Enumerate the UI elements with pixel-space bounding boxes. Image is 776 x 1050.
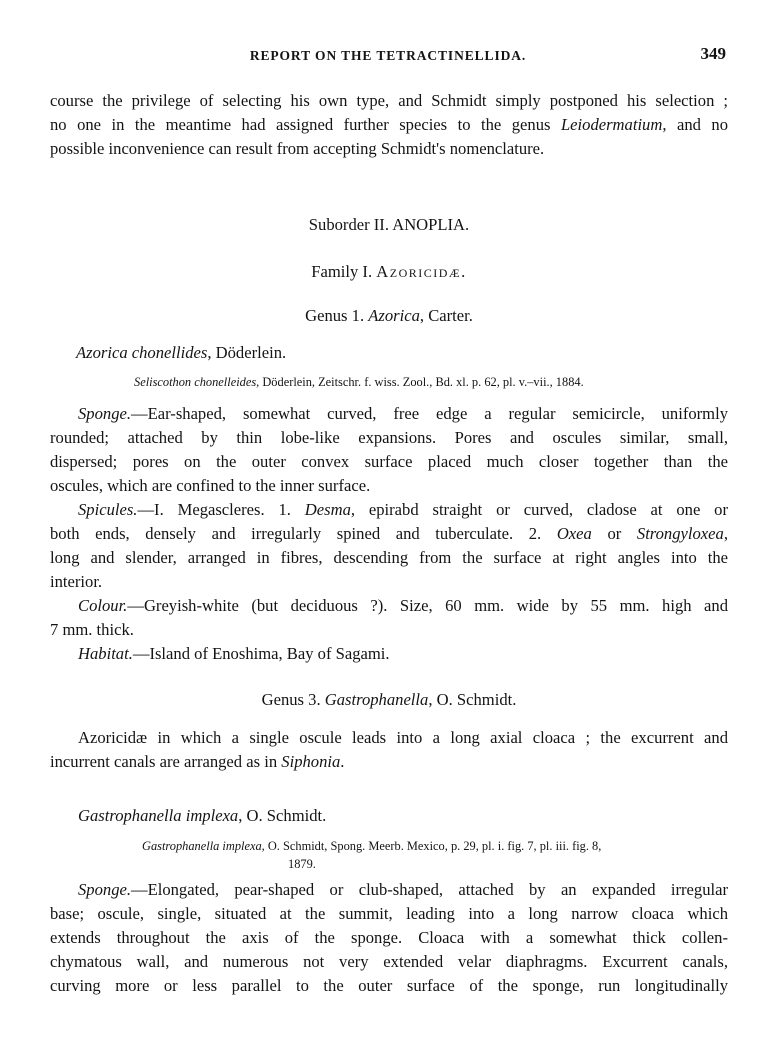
sponge1-line-1-text: —Ear-shaped, somewhat curved, free edge a regular semicircle, uniformly	[131, 404, 728, 423]
species1-reference-line	[134, 375, 584, 389]
sponge1-line-1	[50, 402, 728, 426]
genus1-line	[50, 304, 728, 328]
intro-line-2-before: no one in the meantime had assigned further species to the genus	[50, 115, 561, 134]
sponge1-label: Sponge.	[78, 404, 131, 423]
genus3-prefix: Genus 3.	[261, 690, 325, 709]
intro-line-1: course the privilege of selecting his own type, and Schmidt simply postponed his selection ;	[50, 91, 728, 110]
sponge2-line-5: curving more or less parallel to the outer surface of the sponge, run longitudinally	[50, 976, 728, 995]
species1-name: Azorica chonellides	[76, 343, 208, 362]
species1-line	[76, 341, 726, 365]
sponge1-line-4: oscules, which are confined to the inner surface.	[50, 476, 371, 495]
colour-label: Colour.	[78, 596, 128, 615]
sponge1-line-3: dispersed; pores on the outer convex surface placed much closer together than the	[50, 452, 728, 471]
page-header	[50, 44, 726, 68]
sponge2-line-1-text: —Elongated, pear-shaped or club-shaped, attached by an expanded irregular	[131, 880, 728, 899]
family-prefix: Family I.	[311, 262, 377, 281]
species1-body	[50, 402, 728, 666]
genus3-desc-line-2	[50, 750, 728, 774]
species1-synonym: Seliscothon chonelleides	[134, 375, 257, 389]
habitat-text: —Island of Enoshima, Bay of Sagami.	[132, 644, 390, 663]
family-line	[50, 260, 728, 284]
genus3-description	[50, 726, 728, 774]
genus1-author: , Carter.	[419, 306, 473, 325]
species1-heading	[76, 341, 726, 365]
genus1-name: Azorica	[368, 306, 420, 325]
colour-line-1	[50, 594, 728, 618]
genus-leiodermatium: Leiodermatium	[560, 115, 663, 134]
intro-paragraph	[50, 89, 728, 161]
genus3-line	[50, 688, 728, 712]
species2-reference-year: 1879.	[288, 857, 316, 871]
genus3-desc-line-2-before: incurrent canals are arranged as in	[50, 752, 282, 771]
habitat-label: Habitat.	[78, 644, 133, 663]
spicules-l2-a: both ends, densely and irregularly spined and tuberculate. 2.	[50, 524, 557, 543]
intro-line-2-after: , and no	[662, 115, 728, 134]
sponge2-label: Sponge.	[78, 880, 131, 899]
spicules-line-4: interior.	[50, 572, 103, 591]
species2-reference	[142, 837, 726, 873]
habitat-line	[50, 642, 728, 666]
species2-body	[50, 878, 728, 998]
species2-reference-line-1	[142, 837, 726, 855]
spicules-label: Spicules.	[78, 500, 138, 519]
genus3-author: , O. Schmidt.	[428, 690, 517, 709]
suborder-heading	[50, 213, 728, 237]
family-heading	[50, 260, 728, 284]
intro-line-3: possible inconvenience can result from accepting Schmidt's nomenclature.	[50, 139, 545, 158]
spicules-or: or	[591, 524, 637, 543]
genus-siphonia: Siphonia	[281, 752, 341, 771]
spicules-line-1	[50, 498, 728, 522]
genus3-desc-line-1: Azoricidæ in which a single oscule leads into a long axial cloaca ; the excurrent and	[78, 728, 728, 747]
sponge2-line-1	[50, 878, 728, 902]
spicules-l1-b: , epirabd straight or curved, cladose at one or	[350, 500, 728, 519]
species2-author: , O. Schmidt.	[238, 806, 327, 825]
running-title: REPORT ON THE TETRACTINELLIDA.	[249, 48, 527, 63]
spicules-oxea: Oxea	[556, 524, 592, 543]
species2-synonym: Gastrophanella implexa	[142, 839, 262, 853]
genus1-prefix: Genus 1.	[305, 306, 369, 325]
sponge1-line-2: rounded; attached by thin lobe-like expansions. Pores and oscules similar, small,	[50, 428, 728, 447]
colour-line-1-text: —Greyish-white (but deciduous ?). Size, 60 mm. wide by 55 mm. high and	[127, 596, 728, 615]
species2-name: Gastrophanella implexa	[78, 806, 239, 825]
species1-author: , Döderlein.	[207, 343, 287, 362]
sponge2-line-3: extends throughout the axis of the sponge. Cloaca with a somewhat thick collen-	[50, 928, 728, 947]
colour-line-2: 7 mm. thick.	[50, 620, 134, 639]
spicules-line-3: long and slender, arranged in fibres, descending from the surface at right angles into the	[50, 548, 728, 567]
species2-reference-text: , O. Schmidt, Spong. Meerb. Mexico, p. 29, pl. i. fig. 7, pl. iii. fig. 8,	[261, 839, 602, 853]
intro-line-2	[50, 113, 728, 137]
spicules-desma: Desma	[304, 500, 351, 519]
species2-heading	[78, 804, 726, 828]
genus3-desc-line-2-after: .	[340, 752, 345, 771]
sponge2-line-4: chymatous wall, and numerous not very extended velar diaphragms. Excurrent canals,	[50, 952, 728, 971]
species2-line	[78, 804, 726, 828]
family-name: Azoricidæ.	[376, 262, 467, 281]
suborder-text: Suborder II. ANOPLIA.	[308, 215, 470, 234]
genus3-heading	[50, 688, 728, 712]
sponge2-line-2: base; oscule, single, situated at the summit, leading into a long narrow cloaca which	[50, 904, 728, 923]
spicules-l1-a: —I. Megascleres. 1.	[137, 500, 305, 519]
page-number: 349	[700, 44, 726, 63]
species1-reference-text: , Döderlein, Zeitschr. f. wiss. Zool., Bd. xl. p. 62, pl. v.–vii., 1884.	[256, 375, 584, 389]
genus3-name: Gastrophanella	[324, 690, 429, 709]
species1-reference	[134, 373, 694, 391]
spicules-line-2	[50, 522, 728, 546]
genus1-heading	[50, 304, 728, 328]
spicules-strongyloxea: Strongyloxea	[636, 524, 724, 543]
spicules-l2-end: ,	[723, 524, 728, 543]
